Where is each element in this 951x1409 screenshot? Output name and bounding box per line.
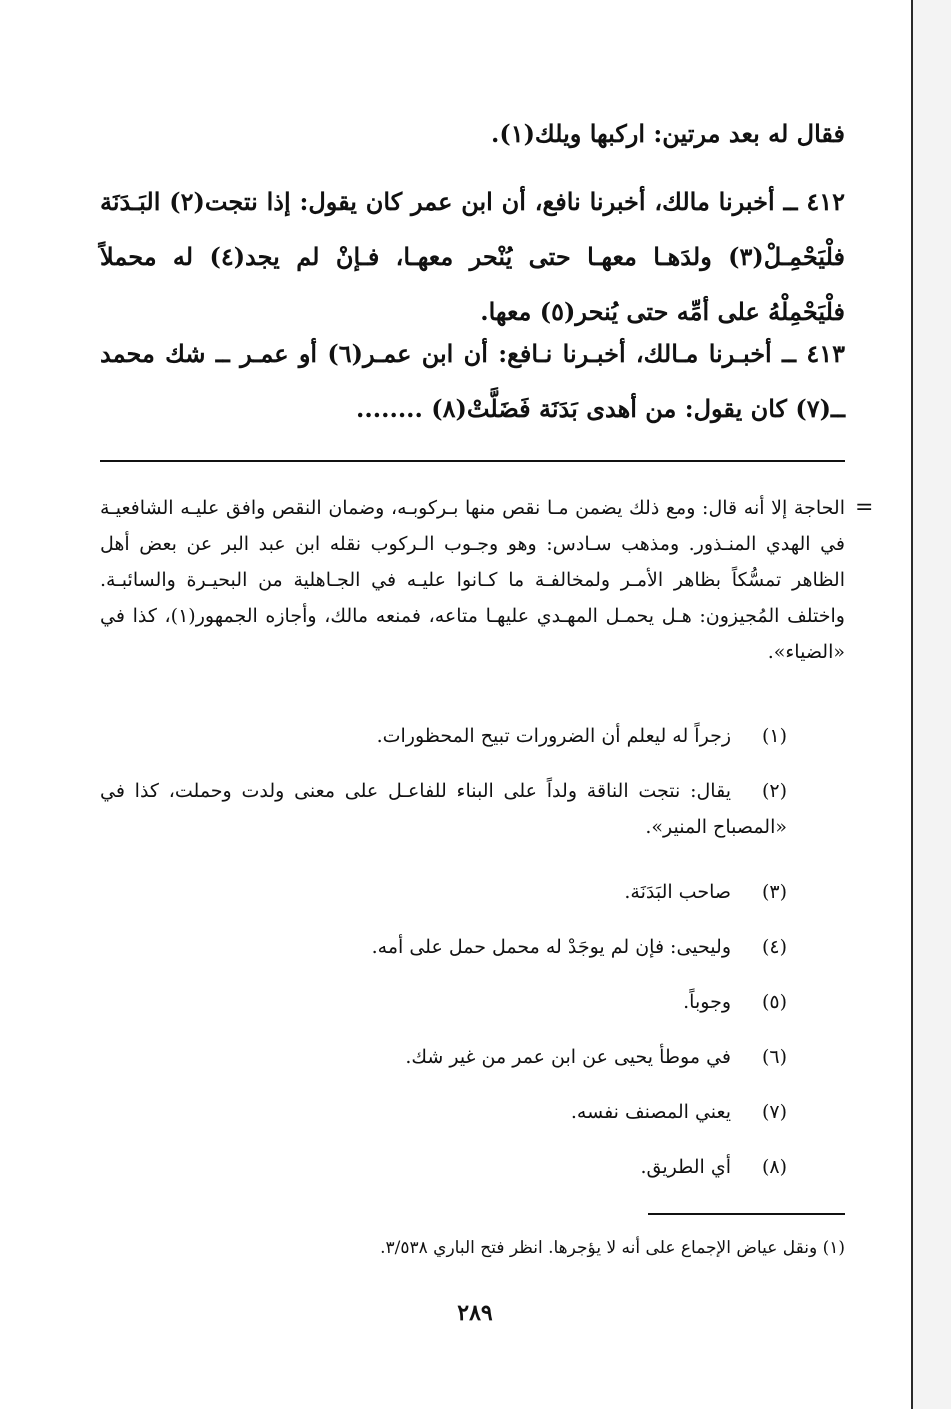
footnote-7 (100, 1094, 845, 1130)
footnote-number: (٦) (761, 1046, 787, 1068)
footnote-text: في موطأ يحيى عن ابن عمر من غير شك. (405, 1046, 731, 1068)
sub-footnote: (١) ونقل عياض الإجماع على أنه لا يؤجرها. انظر فتح الباري ٣/٥٣٨. (380, 1238, 845, 1258)
footnote-text: يعني المصنف نفسه. (570, 1101, 731, 1123)
footnote-number: (١) (761, 725, 787, 747)
footnote-3 (100, 874, 845, 910)
footnote-number: (٤) (761, 936, 787, 958)
commentary-paragraph: الحاجة إلا أنه قال: ومع ذلك يضمن مـا نقص منها بـركوبـه، وضمان النقص وافق عليـه الشافعيـة في الهدي المنـذور. ومذهب سـادس: وهو وجـوب الـركوب نقله ابن عبد البر عن بعض أهل الظاهر تمسُّكاً بظاهر الأمـر ولمخالفـة ما كـانوا عليـه في الجـاهلية من البحيـرة والسائبـة. واختلف المُجيزون: هـل يحمـل المهـدي عليهـا متاعه، فمنعه مالك، وأجازه الجمهور(١)، كذا في «الضياء». (100, 497, 845, 663)
footnote-text: صاحب البَدَنَة. (624, 881, 731, 903)
paragraph-413: ٤١٣ ــ أخبـرنا مـالك، أخبـرنا نـافع: أن ابن عمـر(٦) أو عمـر ــ شك محمد ــ(٧) كان يقول: من أهدى بَدَنَة فَضَلَّتْ(٨) ........ (100, 339, 846, 423)
footnote-number: (٨) (761, 1156, 787, 1178)
footnote-4 (100, 929, 845, 965)
footnote-separator-rule (648, 1213, 845, 1215)
footnote-number: (٣) (761, 881, 787, 903)
footnote-6 (100, 1039, 845, 1075)
continuation-marker: = (855, 495, 874, 520)
footnote-text: زجراً له ليعلم أن الضرورات تبيح المحظورات. (376, 725, 731, 747)
footnote-text: وجوباً. (683, 991, 731, 1013)
footnote-5 (100, 984, 845, 1020)
footnote-number: (٧) (761, 1101, 787, 1123)
paragraph-412: ٤١٢ ــ أخبرنا مالك، أخبرنا نافع، أن ابن عمر كان يقول: إذا نتجت(٢) البَـدَنَة فلْيَحْمِـلْ(٣) ولدَهـا معهـا حتى يُنْحر معهـا، فـإنْ لم يجد(٤) له محملاً فلْيَحْمِلْهُ على أمِّه حتى يُنحر(٥) معها. (100, 187, 846, 326)
footnote-text: أي الطريق. (640, 1156, 731, 1178)
footnote-2 (100, 773, 845, 845)
footnote-number: (٥) (761, 991, 787, 1013)
footnote-8 (100, 1149, 845, 1185)
page-edge-shadow (913, 0, 951, 1409)
footnote-1 (100, 718, 845, 754)
text-separator-rule (100, 460, 845, 462)
page-edge-line (911, 0, 913, 1409)
page-number: ٢٨٩ (457, 1300, 493, 1326)
footnote-text: يقال: نتجت الناقة ولداً على البناء للفاعـل على معنى ولدت وحملت، كذا في «المصباح المنير». (100, 780, 787, 838)
footnote-text: وليحيى: فإن لم يوجَدْ له محمل حمل على أمه. (371, 936, 731, 958)
text-line-continuation: فقال له بعد مرتين: اركبها ويلك(١). (490, 119, 845, 148)
footnote-number: (٢) (761, 780, 787, 802)
